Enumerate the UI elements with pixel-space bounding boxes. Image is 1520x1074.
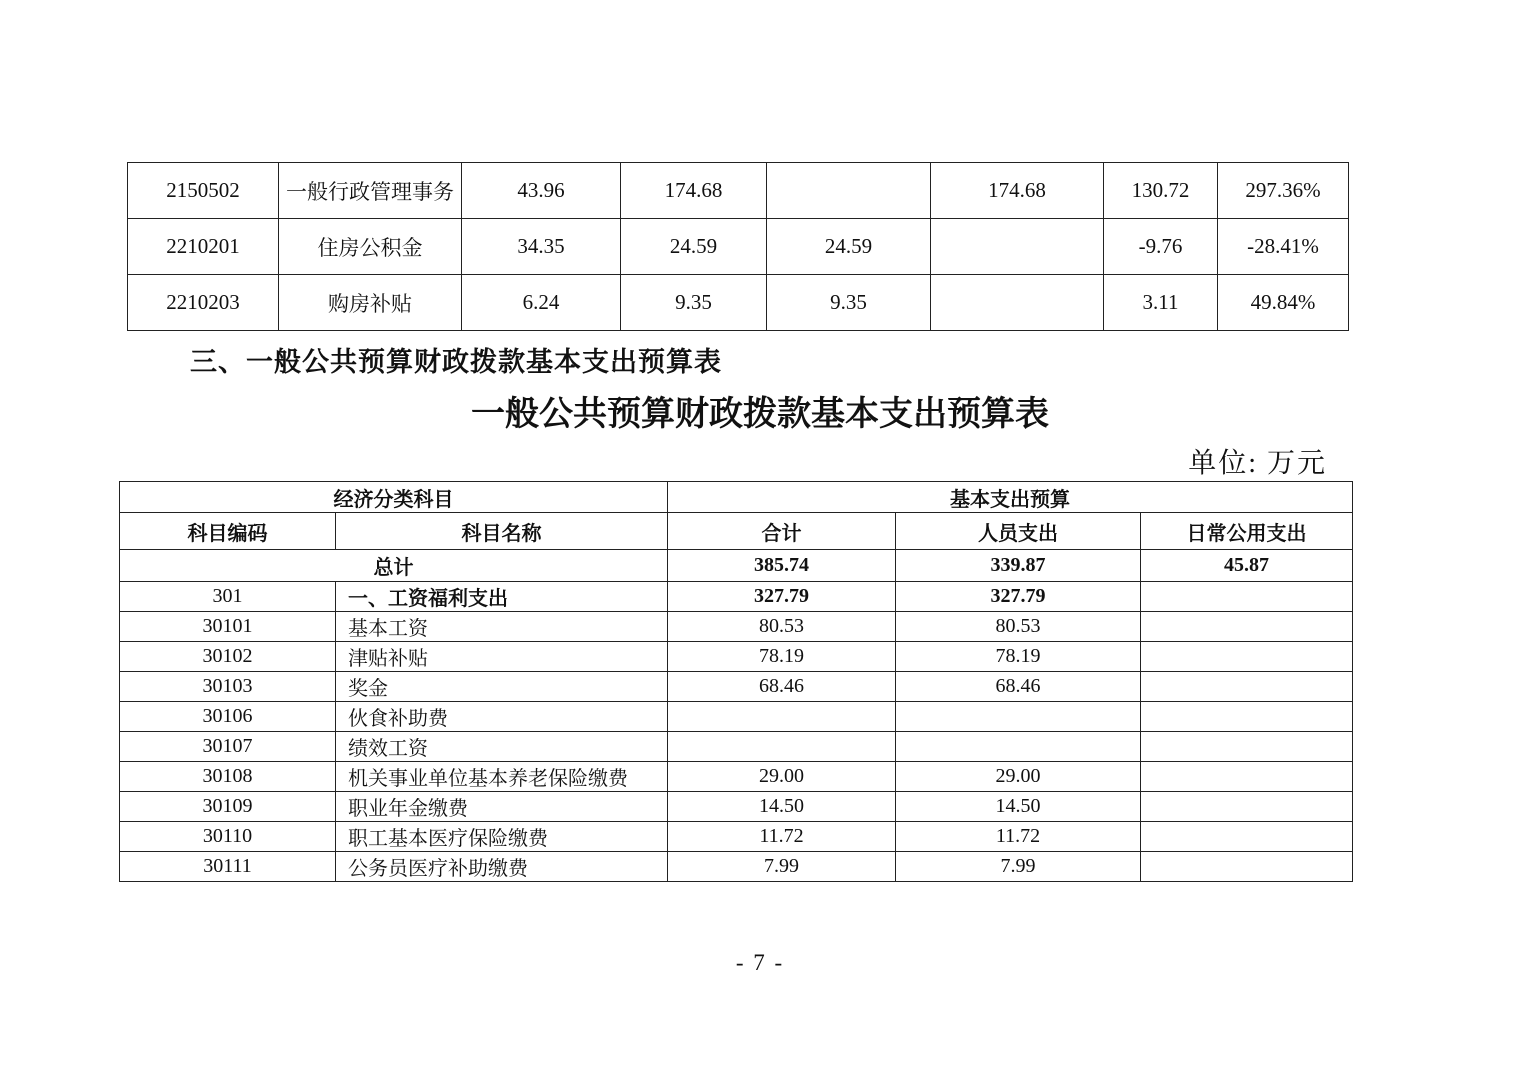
cell-personnel: 29.00 [896, 762, 1141, 792]
cell-code: 30101 [120, 612, 336, 642]
cell-code: 30102 [120, 642, 336, 672]
header-group-row [120, 482, 1353, 513]
table-row [120, 762, 1353, 792]
cell-c8: -28.41% [1218, 219, 1349, 275]
cell-daily [1141, 642, 1353, 672]
cell-name: 津贴补贴 [336, 642, 668, 672]
col-header-daily-public: 日常公用支出 [1141, 513, 1353, 550]
cell-daily [1141, 852, 1353, 882]
table-row [120, 612, 1353, 642]
table-row [120, 792, 1353, 822]
cell-total-daily: 45.87 [1141, 550, 1353, 582]
header-economic-classification: 经济分类科目 [120, 482, 668, 513]
cell-name: 一般行政管理事务 [279, 163, 462, 219]
cell-name: 公务员医疗补助缴费 [336, 852, 668, 882]
table-row [120, 582, 1353, 612]
cell-c8: 49.84% [1218, 275, 1349, 331]
cell-c6: 174.68 [931, 163, 1104, 219]
table-row [120, 702, 1353, 732]
col-header-subject-code: 科目编码 [120, 513, 336, 550]
cell-daily [1141, 822, 1353, 852]
cell-total-personnel: 339.87 [896, 550, 1141, 582]
cell-total [668, 702, 896, 732]
cell-daily [1141, 732, 1353, 762]
cell-c8: 297.36% [1218, 163, 1349, 219]
cell-total: 68.46 [668, 672, 896, 702]
table-title: 一般公共预算财政拨款基本支出预算表 [471, 396, 1049, 433]
cell-daily [1141, 672, 1353, 702]
cell-c6 [931, 275, 1104, 331]
cell-c4: 9.35 [621, 275, 767, 331]
cell-c7: -9.76 [1104, 219, 1218, 275]
cell-c3: 6.24 [462, 275, 621, 331]
col-header-personnel: 人员支出 [896, 513, 1141, 550]
cell-c4: 24.59 [621, 219, 767, 275]
cell-code: 30109 [120, 792, 336, 822]
cell-total: 327.79 [668, 582, 896, 612]
carryover-budget-table [127, 162, 1349, 331]
cell-personnel: 7.99 [896, 852, 1141, 882]
cell-personnel [896, 702, 1141, 732]
cell-personnel: 14.50 [896, 792, 1141, 822]
cell-c3: 43.96 [462, 163, 621, 219]
table-row [128, 275, 1349, 331]
cell-code: 30108 [120, 762, 336, 792]
cell-code: 2150502 [128, 163, 279, 219]
cell-personnel: 78.19 [896, 642, 1141, 672]
cell-personnel: 327.79 [896, 582, 1141, 612]
header-columns-row [120, 513, 1353, 550]
cell-c3: 34.35 [462, 219, 621, 275]
cell-name: 购房补贴 [279, 275, 462, 331]
cell-name: 伙食补助费 [336, 702, 668, 732]
table-row [120, 852, 1353, 882]
cell-personnel: 68.46 [896, 672, 1141, 702]
col-header-total: 合计 [668, 513, 896, 550]
cell-total: 29.00 [668, 762, 896, 792]
cell-code: 301 [120, 582, 336, 612]
cell-total: 78.19 [668, 642, 896, 672]
cell-daily [1141, 762, 1353, 792]
cell-code: 30107 [120, 732, 336, 762]
header-basic-expenditure: 基本支出预算 [668, 482, 1353, 513]
cell-total: 14.50 [668, 792, 896, 822]
cell-code: 30103 [120, 672, 336, 702]
cell-total [668, 732, 896, 762]
cell-code: 2210203 [128, 275, 279, 331]
cell-personnel: 80.53 [896, 612, 1141, 642]
cell-total: 11.72 [668, 822, 896, 852]
cell-c7: 130.72 [1104, 163, 1218, 219]
cell-c4: 174.68 [621, 163, 767, 219]
cell-total: 80.53 [668, 612, 896, 642]
cell-total-sum: 385.74 [668, 550, 896, 582]
cell-name: 机关事业单位基本养老保险缴费 [336, 762, 668, 792]
cell-c5: 24.59 [767, 219, 931, 275]
cell-code: 2210201 [128, 219, 279, 275]
cell-c6 [931, 219, 1104, 275]
table-row [120, 732, 1353, 762]
cell-c5 [767, 163, 931, 219]
cell-name: 一、工资福利支出 [336, 582, 668, 612]
cell-name: 基本工资 [336, 612, 668, 642]
cell-c5: 9.35 [767, 275, 931, 331]
cell-name: 住房公积金 [279, 219, 462, 275]
cell-total-label: 总计 [120, 550, 668, 582]
cell-name: 职工基本医疗保险缴费 [336, 822, 668, 852]
cell-personnel: 11.72 [896, 822, 1141, 852]
cell-code: 30106 [120, 702, 336, 732]
basic-expenditure-budget-table [119, 481, 1353, 882]
cell-personnel [896, 732, 1141, 762]
cell-total: 7.99 [668, 852, 896, 882]
cell-daily [1141, 612, 1353, 642]
cell-code: 30111 [120, 852, 336, 882]
cell-daily [1141, 582, 1353, 612]
table-row [128, 219, 1349, 275]
cell-name: 职业年金缴费 [336, 792, 668, 822]
total-row [120, 550, 1353, 582]
unit-label: 单位: 万元 [1188, 448, 1327, 479]
table-row [128, 163, 1349, 219]
cell-name: 奖金 [336, 672, 668, 702]
table-row [120, 672, 1353, 702]
page-number: - 7 - [735, 950, 785, 975]
section-heading: 三、一般公共预算财政拨款基本支出预算表 [190, 347, 722, 377]
table-row [120, 822, 1353, 852]
col-header-subject-name: 科目名称 [336, 513, 668, 550]
table-row [120, 642, 1353, 672]
cell-daily [1141, 702, 1353, 732]
cell-name: 绩效工资 [336, 732, 668, 762]
cell-daily [1141, 792, 1353, 822]
cell-c7: 3.11 [1104, 275, 1218, 331]
cell-code: 30110 [120, 822, 336, 852]
